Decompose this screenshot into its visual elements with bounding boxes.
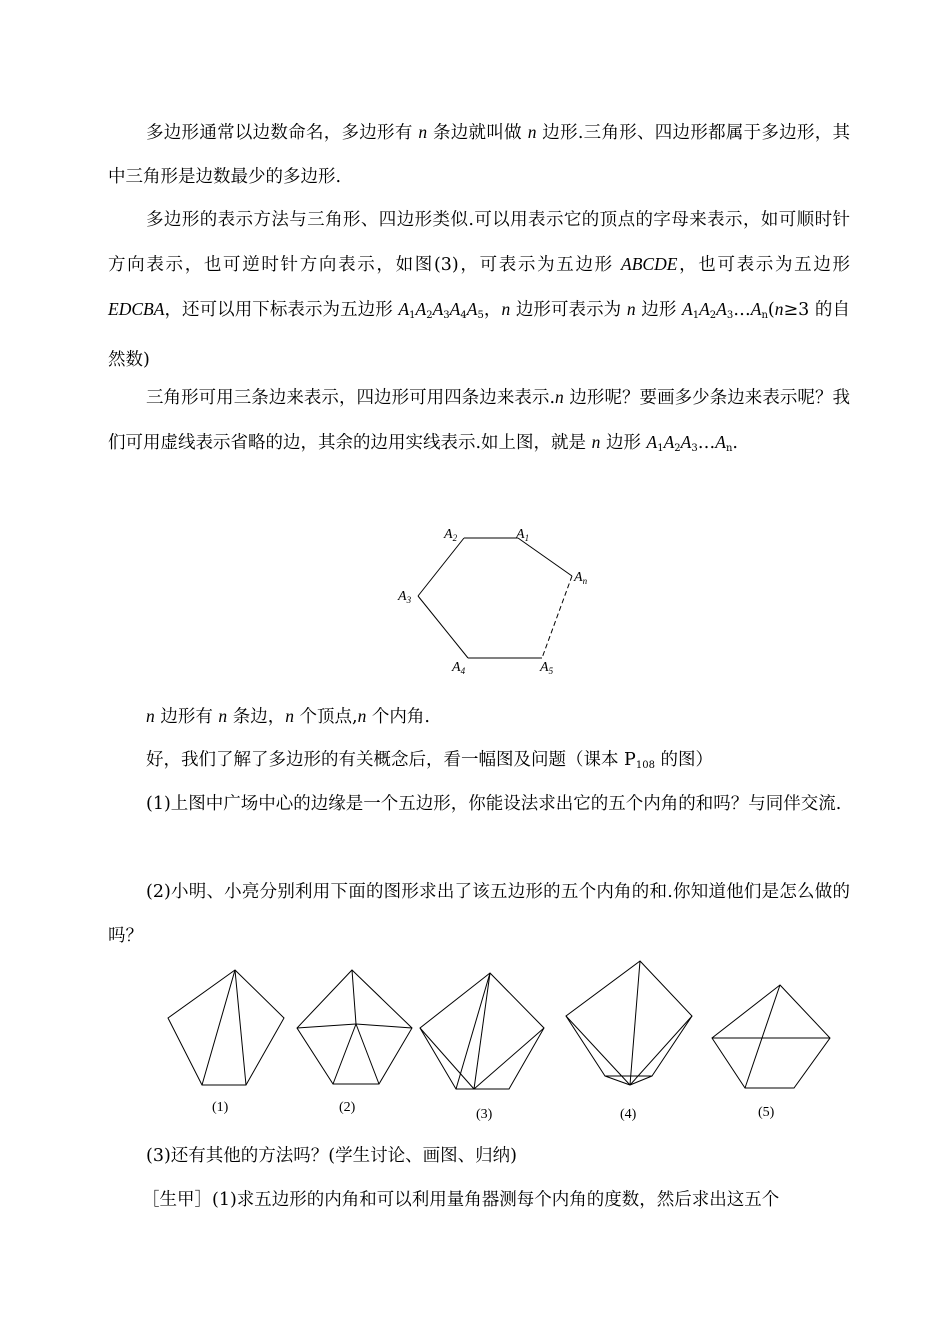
pentagon-5 bbox=[712, 985, 830, 1088]
pentagon-caption-5: (5) bbox=[758, 1105, 775, 1120]
vertex-label-a4: $A_4$ bbox=[452, 660, 466, 676]
paragraph-polygon-naming: 多边形通常以边数命名，多边形有 n 条边就叫做 n 边形.三角形、四边形都属于多边形，其中三角形是边数最少的多边形. bbox=[108, 122, 850, 187]
n-gon-figure bbox=[390, 518, 610, 683]
pentagon-caption-2: (2) bbox=[339, 1100, 356, 1115]
pentagon-2 bbox=[297, 970, 412, 1084]
paragraph-student-answer: ［生甲］(1)求五边形的内角和可以利用量角器测每个内角的度数，然后求出这五个 bbox=[142, 1190, 780, 1210]
paragraph-question-2: (2)小明、小亮分别利用下面的图形求出了该五边形的五个内角的和.你知道他们是怎么做的吗？ bbox=[108, 882, 850, 946]
vertex-label-a1: $A_1$ bbox=[516, 527, 530, 543]
vertex-label-a2: $A_2$ bbox=[444, 527, 458, 543]
pentagon-division-figure bbox=[160, 958, 850, 1128]
pentagon-1 bbox=[168, 970, 284, 1085]
pentagon-caption-3: (3) bbox=[476, 1107, 493, 1122]
pentagon-caption-4: (4) bbox=[620, 1107, 637, 1122]
pentagon-3 bbox=[420, 973, 544, 1089]
vertex-label-a3: $A_3$ bbox=[398, 589, 412, 605]
paragraph-question-3: (3)还有其他的方法吗？(学生讨论、画图、归纳) bbox=[146, 1146, 517, 1166]
paragraph-n-gon-properties: n 边形有 n 条边，n 个顶点,n 个内角. bbox=[146, 706, 430, 727]
vertex-label-an: $A_n$ bbox=[574, 570, 588, 586]
paragraph-polygon-notation: 多边形的表示方法与三角形、四边形类似.可以用表示它的顶点的字母来表示，如可顺时针方向表示，也可逆时针方向表示，如图(3)，可表示为五边形 ABCDE，也可表示为五边形 EDCBA，还可以用下标表示为五边形 $A_1A_2A_3A_4A_5$，n 边形可表示为 n 边形 $A_1A_2A_3\dots A_n(n\ge 3$ 的自然数) bbox=[108, 210, 850, 370]
paragraph-textbook-reference: 好，我们了解了多边形的有关概念后，看一幅图及问题（课本 $P_{108}$ 的图） bbox=[146, 750, 714, 771]
paragraph-dashed-edge: 三角形可用三条边来表示，四边形可用四条边来表示.n 边形呢？要画多少条边来表示呢？我们可用虚线表示省略的边，其余的边用实线表示.如上图，就是 n 边形 $A_1A_2A_3\dots A_n$. bbox=[108, 387, 851, 454]
pentagon-4 bbox=[566, 961, 692, 1085]
vertex-label-a5: $A_5$ bbox=[540, 660, 554, 676]
paragraph-question-1: (1)上图中广场中心的边缘是一个五边形，你能设法求出它的五个内角的和吗？与同伴交流. bbox=[146, 794, 842, 814]
pentagon-caption-1: (1) bbox=[212, 1100, 229, 1115]
